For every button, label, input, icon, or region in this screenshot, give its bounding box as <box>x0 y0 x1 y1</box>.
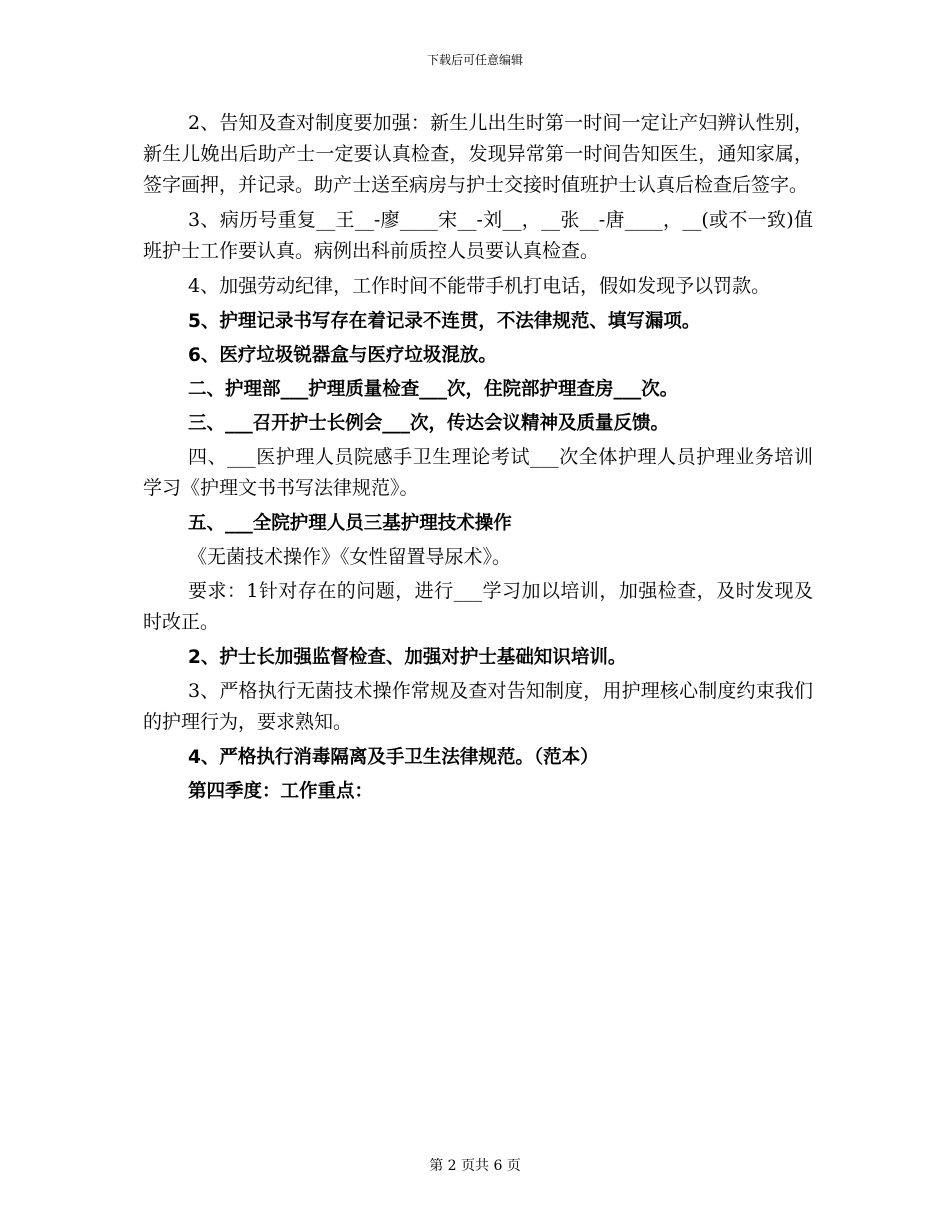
paragraph-disinfection-isolation: 4、严格执行消毒隔离及手卫生法律规范。（范本） <box>188 747 599 768</box>
paragraph-aseptic-technique: 3、严格执行无菌技术操作常规及查对告知制度，用护理核心制度约束我们的护理行为，要求熟知。 <box>143 680 813 733</box>
section-five-skills: 五、___全院护理人员三基护理技术操作 <box>188 513 512 534</box>
section-two-quality-check: 二、护理部___护理质量检查___次，住院部护理查房___次。 <box>188 379 679 400</box>
document-body <box>143 108 813 810</box>
page-footer: 第 2 页共 6 页 <box>429 1158 521 1174</box>
paragraph-notification-check: 2、告知及查对制度要加强：新生儿出生时第一时间一定让产妇辨认性别，新生儿娩出后助产士一定要认真检查，发现异常第一时间告知医生，通知家属，签字画押，并记录。助产士送至病房与护士交接时值班护士认真后检查后签字。 <box>143 112 813 196</box>
paragraph-medical-waste: 6、医疗垃圾锐器盒与医疗垃圾混放。 <box>188 345 497 366</box>
paragraph-skill-items: 《无菌技术操作》《女性留置导尿术》。 <box>188 546 512 568</box>
paragraph-requirements: 要求：1针对存在的问题，进行___学习加以培训，加强检查，及时发现及时改正。 <box>143 580 813 633</box>
page-header: 下载后可任意编辑 <box>426 53 523 67</box>
paragraph-record-number-duplicate: 3、病历号重复__王__-廖____宋__-刘__，__张__-唐____，__(或不一致)值班护士工作要认真。病例出科前质控人员要认真检查。 <box>143 209 813 262</box>
paragraph-labor-discipline: 4、加强劳动纪律，工作时间不能带手机打电话，假如发现予以罚款。 <box>188 275 771 297</box>
section-three-head-nurse-meeting: 三、___召开护士长例会___次，传达会议精神及质量反馈。 <box>188 413 670 434</box>
section-four-infection-exam: 四、___医护理人员院感手卫生理论考试___次全体护理人员护理业务培训学习《护理文书书写法律规范》。 <box>143 446 813 499</box>
paragraph-nursing-records: 5、护理记录书写存在着记录不连贯，不法律规范、填写漏项。 <box>188 311 701 332</box>
paragraph-q4-focus: 第四季度：工作重点： <box>188 781 374 802</box>
paragraph-head-nurse-supervision: 2、护士长加强监督检查、加强对护士基础知识培训。 <box>188 647 627 668</box>
